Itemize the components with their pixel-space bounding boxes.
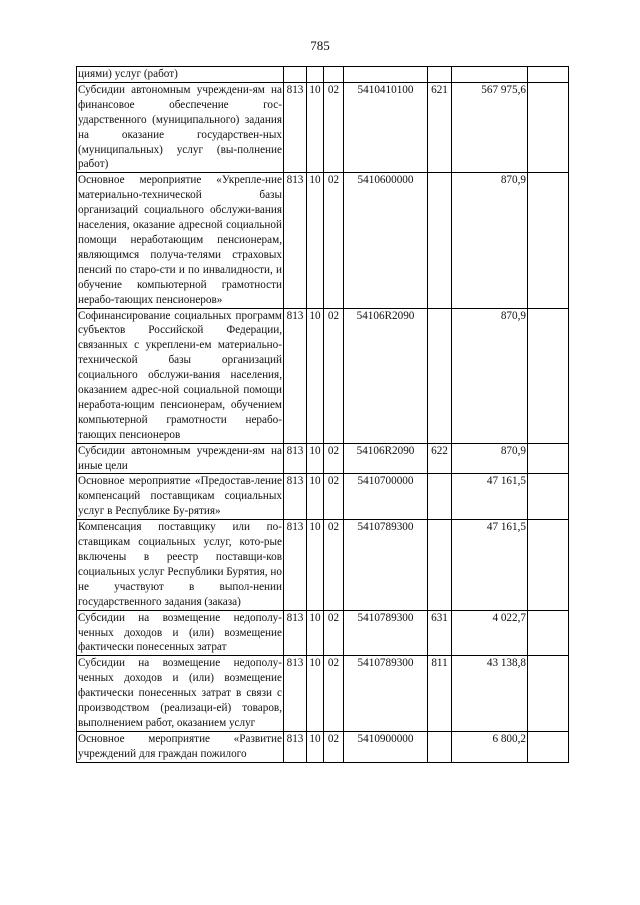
subsection-code-cell: 02	[324, 520, 344, 610]
amount-cell: 6 800,2	[452, 731, 528, 762]
item-name-cell: Софинансирование социальных программ субъектов Российской Федерации, связанных с укреплени-ем материально-технической базы организаций социального обслужи-вания населения, оказанием адрес-ной социальной помощи неработа-ющим пенсионерам, обучением компьютерной грамотности нерабо-тающих пенсионеров	[77, 308, 284, 443]
target-article-cell: 54106R2090	[344, 308, 428, 443]
expense-type-cell	[428, 520, 452, 610]
ministry-code-cell	[284, 67, 307, 83]
amount-cell: 47 161,5	[452, 520, 528, 610]
section-code-cell: 10	[307, 656, 324, 732]
table-row	[77, 173, 569, 308]
target-article-cell: 5410700000	[344, 474, 428, 520]
empty-cell	[528, 731, 569, 762]
table-row	[77, 520, 569, 610]
ministry-code-cell: 813	[284, 474, 307, 520]
section-code-cell: 10	[307, 308, 324, 443]
subsection-code-cell: 02	[324, 82, 344, 172]
section-code-cell: 10	[307, 173, 324, 308]
item-name-cell: Субсидии автономным учреждени-ям на иные цели	[77, 443, 284, 474]
table-row	[77, 610, 569, 656]
item-name-cell: циями) услуг (работ)	[77, 67, 284, 83]
expense-type-cell: 631	[428, 610, 452, 656]
empty-cell	[528, 656, 569, 732]
amount-cell: 47 161,5	[452, 474, 528, 520]
amount-cell: 43 138,8	[452, 656, 528, 732]
expense-type-cell	[428, 67, 452, 83]
ministry-code-cell: 813	[284, 520, 307, 610]
budget-table-body	[77, 67, 569, 763]
expense-type-cell	[428, 173, 452, 308]
section-code-cell: 10	[307, 443, 324, 474]
amount-cell	[452, 67, 528, 83]
empty-cell	[528, 610, 569, 656]
target-article-cell: 5410410100	[344, 82, 428, 172]
target-article-cell: 54106R2090	[344, 443, 428, 474]
ministry-code-cell: 813	[284, 731, 307, 762]
page-number: 785	[310, 38, 330, 53]
subsection-code-cell: 02	[324, 610, 344, 656]
empty-cell	[528, 308, 569, 443]
target-article-cell: 5410789300	[344, 656, 428, 732]
amount-cell: 4 022,7	[452, 610, 528, 656]
section-code-cell: 10	[307, 610, 324, 656]
ministry-code-cell: 813	[284, 308, 307, 443]
section-code-cell: 10	[307, 82, 324, 172]
subsection-code-cell: 02	[324, 731, 344, 762]
table-row	[77, 474, 569, 520]
table-row	[77, 67, 569, 83]
empty-cell	[528, 67, 569, 83]
amount-cell: 870,9	[452, 308, 528, 443]
item-name-cell: Субсидии на возмещение недополу-ченных доходов и (или) возмещение фактически понесенных затрат	[77, 610, 284, 656]
empty-cell	[528, 520, 569, 610]
item-name-cell: Основное мероприятие «Предостав-ление компенсаций поставщикам социальных услуг в Республике Бу-рятия»	[77, 474, 284, 520]
expense-type-cell: 622	[428, 443, 452, 474]
subsection-code-cell	[324, 67, 344, 83]
item-name-cell: Субсидии на возмещение недополу-ченных доходов и (или) возмещение фактически понесенных затрат в связи с производством (реализаци-ей) товаров, выполнением работ, оказанием услуг	[77, 656, 284, 732]
item-name-cell: Субсидии автономным учреждени-ям на финансовое обеспечение гос-ударственного (муниципального) задания на оказание государствен-ных (муниципальных) услуг (вы-полнение работ)	[77, 82, 284, 172]
subsection-code-cell: 02	[324, 656, 344, 732]
target-article-cell: 5410789300	[344, 520, 428, 610]
target-article-cell: 5410600000	[344, 173, 428, 308]
target-article-cell: 5410789300	[344, 610, 428, 656]
empty-cell	[528, 474, 569, 520]
section-code-cell: 10	[307, 474, 324, 520]
item-name-cell: Основное мероприятие «Развитие учреждений для граждан пожилого	[77, 731, 284, 762]
table-row	[77, 731, 569, 762]
empty-cell	[528, 443, 569, 474]
section-code-cell: 10	[307, 520, 324, 610]
ministry-code-cell: 813	[284, 656, 307, 732]
amount-cell: 870,9	[452, 443, 528, 474]
item-name-cell: Компенсация поставщику или по-ставщикам социальных услуг, кото-рые включены в реестр поставщи-ков социальных услуг Республики Бурятия, но не участвуют в выпол-нении государственного задания (заказа)	[77, 520, 284, 610]
table-row	[77, 308, 569, 443]
budget-table	[76, 66, 569, 763]
expense-type-cell	[428, 731, 452, 762]
section-code-cell: 10	[307, 731, 324, 762]
table-row	[77, 443, 569, 474]
ministry-code-cell: 813	[284, 82, 307, 172]
expense-type-cell	[428, 308, 452, 443]
subsection-code-cell: 02	[324, 443, 344, 474]
ministry-code-cell: 813	[284, 173, 307, 308]
subsection-code-cell: 02	[324, 308, 344, 443]
expense-type-cell: 811	[428, 656, 452, 732]
item-name-cell: Основное мероприятие «Укрепле-ние материально-технической базы организаций социального обслужи-вания населения, оказание адресной социальной помощи неработающим пенсионерам, являющимся получа-телями страховых пенсий по старо-сти и по инвалидности, и обучение компьютерной грамотности нерабо-тающих пенсионеров»	[77, 173, 284, 308]
expense-type-cell: 621	[428, 82, 452, 172]
subsection-code-cell: 02	[324, 173, 344, 308]
section-code-cell	[307, 67, 324, 83]
amount-cell: 567 975,6	[452, 82, 528, 172]
expense-type-cell	[428, 474, 452, 520]
empty-cell	[528, 173, 569, 308]
empty-cell	[528, 82, 569, 172]
target-article-cell	[344, 67, 428, 83]
table-row	[77, 656, 569, 732]
target-article-cell: 5410900000	[344, 731, 428, 762]
table-row	[77, 82, 569, 172]
ministry-code-cell: 813	[284, 610, 307, 656]
amount-cell: 870,9	[452, 173, 528, 308]
ministry-code-cell: 813	[284, 443, 307, 474]
subsection-code-cell: 02	[324, 474, 344, 520]
